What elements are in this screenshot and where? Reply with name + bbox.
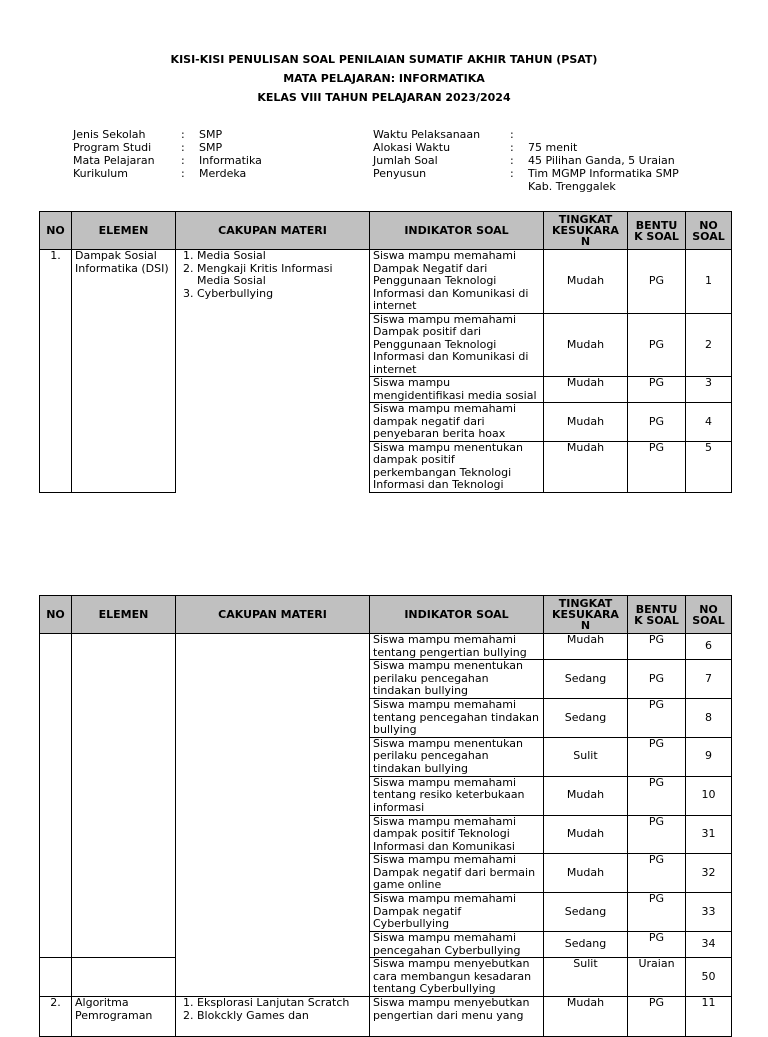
- cell-tingkat: Mudah: [544, 441, 628, 492]
- grid-table-1: [39, 211, 732, 493]
- cell-nosoal: 9: [686, 737, 732, 776]
- cell-bentuk: PG: [628, 699, 686, 738]
- cell-tingkat: Sulit: [544, 737, 628, 776]
- meta-key: Penyusun: [373, 167, 427, 180]
- meta-key: Kurikulum: [73, 167, 128, 180]
- document-title: KISI-KISI PENULISAN SOAL PENILAIAN SUMATIF AKHIR TAHUN (PSAT): [170, 53, 598, 66]
- cell-bentuk: PG: [628, 997, 686, 1037]
- table-row: [40, 997, 732, 1037]
- cell-bentuk: PG: [628, 737, 686, 776]
- cell-tingkat: Mudah: [544, 854, 628, 893]
- document-header: [0, 50, 768, 107]
- cell-tingkat: Mudah: [544, 997, 628, 1037]
- cell-bentuk: PG: [628, 815, 686, 854]
- table-header-row: [40, 212, 732, 250]
- meta-value: Tim MGMP Informatika SMP Kab. Trenggalek: [528, 167, 679, 193]
- cell-tingkat: Mudah: [544, 776, 628, 815]
- list-item: 3. Cyberbullying: [197, 288, 366, 301]
- cell-elemen-empty: [72, 634, 176, 958]
- cell-tingkat: Mudah: [544, 815, 628, 854]
- cell-nosoal: 5: [686, 441, 732, 492]
- cell-cakupan: [176, 997, 370, 1037]
- cell-indikator: Siswa mampu memahami tentang resiko keterbukaan informasi: [370, 776, 544, 815]
- meta-sep: :: [181, 167, 185, 180]
- cell-nosoal: 50: [686, 958, 732, 997]
- cell-bentuk: PG: [628, 854, 686, 893]
- list-item: 1. Eksplorasi Lanjutan Scratch: [197, 997, 366, 1010]
- cell-nosoal: 7: [686, 660, 732, 699]
- meta-row: [73, 154, 262, 167]
- cell-indikator: Siswa mampu memahami Dampak negatif Cyberbullying: [370, 893, 544, 932]
- cell-nosoal: 32: [686, 854, 732, 893]
- cell-elemen-empty: [72, 958, 176, 997]
- cell-nosoal: 8: [686, 699, 732, 738]
- subject-title: MATA PELAJARAN: INFORMATIKA: [283, 72, 485, 85]
- list-item: 2. Blokckly Games dan: [197, 1010, 366, 1023]
- col-header-no: NO: [40, 596, 72, 634]
- cell-indikator: Siswa mampu memahami tentang pengertian bullying: [370, 634, 544, 660]
- list-item: 1. Media Sosial: [197, 250, 366, 263]
- cell-no: 1.: [40, 250, 72, 493]
- materi-list: [179, 997, 366, 1022]
- col-header-cakupan: CAKUPAN MATERI: [176, 212, 370, 250]
- cell-indikator: Siswa mampu memahami Dampak positif dari Penggunaan Teknologi Informasi dan Komunikasi di internet: [370, 313, 544, 377]
- cell-indikator: Siswa mampu menentukan dampak positif perkembangan Teknologi Informasi dan Teknologi: [370, 441, 544, 492]
- cell-bentuk: PG: [628, 403, 686, 442]
- cell-nosoal: 31: [686, 815, 732, 854]
- col-header-elemen: ELEMEN: [72, 212, 176, 250]
- cell-nosoal: 34: [686, 932, 732, 958]
- cell-nosoal: 3: [686, 377, 732, 403]
- cell-indikator: Siswa mampu memahami dampak negatif dari penyebaran berita hoax: [370, 403, 544, 442]
- cell-nosoal: 4: [686, 403, 732, 442]
- cell-tingkat: Mudah: [544, 634, 628, 660]
- meta-sep: :: [181, 154, 185, 167]
- cell-indikator: Siswa mampu memahami Dampak negatif dari bermain game online: [370, 854, 544, 893]
- cell-tingkat: Mudah: [544, 313, 628, 377]
- cell-no-empty: [40, 958, 72, 997]
- cell-nosoal: 1: [686, 250, 732, 314]
- cell-elemen: Algoritma Pemrograman: [72, 997, 176, 1037]
- meta-value: SMP: [199, 141, 223, 154]
- meta-row: [373, 167, 688, 193]
- meta-sep: :: [510, 128, 514, 141]
- cell-indikator: Siswa mampu mengidentifikasi media sosial: [370, 377, 544, 403]
- col-header-nosoal: NO SOAL: [686, 596, 732, 634]
- cell-indikator: Siswa mampu menentukan perilaku pencegahan tindakan bullying: [370, 660, 544, 699]
- cell-indikator: Siswa mampu memahami tentang pencegahan tindakan bullying: [370, 699, 544, 738]
- cell-elemen: Dampak Sosial Informatika (DSI): [72, 250, 176, 493]
- cell-bentuk: PG: [628, 660, 686, 699]
- col-header-cakupan: CAKUPAN MATERI: [176, 596, 370, 634]
- materi-list: [179, 250, 366, 300]
- meta-row: [73, 167, 262, 180]
- cell-nosoal: 6: [686, 634, 732, 660]
- meta-key: Waktu Pelaksanaan: [373, 128, 481, 141]
- col-header-bentuk: BENTU K SOAL: [628, 596, 686, 634]
- col-header-indikator: INDIKATOR SOAL: [370, 212, 544, 250]
- cell-bentuk: PG: [628, 250, 686, 314]
- cell-bentuk: PG: [628, 313, 686, 377]
- meta-row: [373, 128, 688, 141]
- cell-tingkat: Sedang: [544, 932, 628, 958]
- cell-bentuk: PG: [628, 634, 686, 660]
- meta-sep: :: [181, 128, 185, 141]
- cell-tingkat: Sulit: [544, 958, 628, 997]
- cell-bentuk: Uraian: [628, 958, 686, 997]
- cell-no-empty: [40, 634, 72, 958]
- cell-bentuk: PG: [628, 932, 686, 958]
- meta-sep: :: [181, 141, 185, 154]
- meta-sep: :: [510, 141, 514, 154]
- col-header-elemen: ELEMEN: [72, 596, 176, 634]
- col-header-tingkat: TINGKAT KESUKARA N: [544, 212, 628, 250]
- meta-key: Program Studi: [73, 141, 152, 154]
- meta-value: 45 Pilihan Ganda, 5 Uraian: [528, 154, 675, 167]
- table-row: [40, 250, 732, 314]
- cell-indikator: Siswa mampu menentukan perilaku pencegahan tindakan bullying: [370, 737, 544, 776]
- meta-row: [73, 141, 262, 154]
- meta-value: 75 menit: [528, 141, 578, 154]
- table-header-row: [40, 596, 732, 634]
- cell-cakupan: [176, 250, 370, 493]
- cell-bentuk: PG: [628, 377, 686, 403]
- col-header-bentuk: BENTU K SOAL: [628, 212, 686, 250]
- cell-tingkat: Sedang: [544, 699, 628, 738]
- meta-sep: :: [510, 167, 514, 180]
- cell-indikator: Siswa mampu memahami Dampak Negatif dari Penggunaan Teknologi Informasi dan Komunikasi di internet: [370, 250, 544, 314]
- cell-tingkat: Mudah: [544, 403, 628, 442]
- table-row: [40, 634, 732, 660]
- col-header-tingkat: TINGKAT KESUKARA N: [544, 596, 628, 634]
- cell-nosoal: 10: [686, 776, 732, 815]
- cell-indikator: Siswa mampu memahami pencegahan Cyberbullying: [370, 932, 544, 958]
- cell-indikator: Siswa mampu menyebutkan cara membangun kesadaran tentang Cyberbullying: [370, 958, 544, 997]
- meta-row: [373, 141, 688, 154]
- col-header-indikator: INDIKATOR SOAL: [370, 596, 544, 634]
- meta-row: [73, 128, 262, 141]
- table-row: [40, 958, 732, 997]
- class-year-title: KELAS VIII TAHUN PELAJARAN 2023/2024: [257, 91, 511, 104]
- grid-table-2: [39, 595, 732, 1037]
- cell-tingkat: Mudah: [544, 377, 628, 403]
- meta-key: Alokasi Waktu: [373, 141, 451, 154]
- cell-tingkat: Sedang: [544, 893, 628, 932]
- cell-tingkat: Mudah: [544, 250, 628, 314]
- meta-sep: :: [510, 154, 514, 167]
- cell-tingkat: Sedang: [544, 660, 628, 699]
- cell-bentuk: PG: [628, 441, 686, 492]
- meta-value: Informatika: [199, 154, 262, 167]
- cell-indikator: Siswa mampu memahami dampak positif Teknologi Informasi dan Komunikasi: [370, 815, 544, 854]
- meta-info-left: [73, 128, 262, 180]
- col-header-nosoal: NO SOAL: [686, 212, 732, 250]
- cell-cakupan-empty: [176, 634, 370, 997]
- cell-nosoal: 2: [686, 313, 732, 377]
- list-item: 2. Mengkaji Kritis Informasi Media Sosial: [197, 263, 366, 288]
- meta-row: [373, 154, 688, 167]
- meta-info-right: [373, 128, 688, 193]
- cell-bentuk: PG: [628, 893, 686, 932]
- meta-key: Mata Pelajaran: [73, 154, 155, 167]
- meta-value: [528, 128, 688, 141]
- cell-nosoal: 11: [686, 997, 732, 1037]
- cell-indikator: Siswa mampu menyebutkan pengertian dari menu yang: [370, 997, 544, 1037]
- meta-value: SMP: [199, 128, 223, 141]
- cell-nosoal: 33: [686, 893, 732, 932]
- meta-key: Jumlah Soal: [373, 154, 438, 167]
- cell-bentuk: PG: [628, 776, 686, 815]
- cell-no: 2.: [40, 997, 72, 1037]
- meta-value: Merdeka: [199, 167, 247, 180]
- meta-key: Jenis Sekolah: [73, 128, 146, 141]
- col-header-no: NO: [40, 212, 72, 250]
